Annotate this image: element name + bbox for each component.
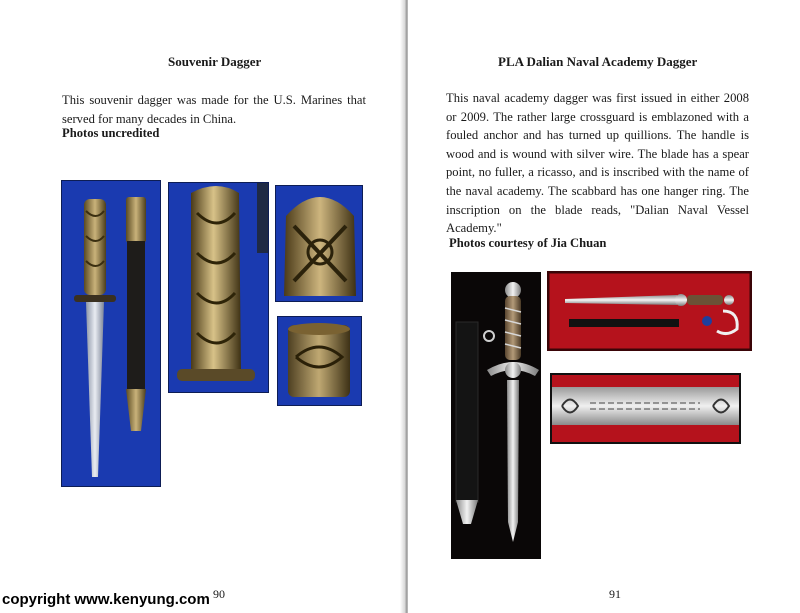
right-page-paragraph: This naval academy dagger was first issued in either 2008 or 2009. The rather large crossguard is emblazoned with a fouled anchor and has turned up quillions. The handle is wood and is wound with silver wire. The blade has a spear point, no fuller, a ricasso, and is inscribed with the name of the naval academy. The scabbard has one hanger ring. The inscription on the blade reads, "Dalian Naval Vessel Academy." — [446, 91, 749, 236]
blade-inscription-photo — [550, 373, 741, 444]
cased-dagger-photo — [547, 271, 752, 351]
left-page-paragraph: This souvenir dagger was made for the U.S. Marines that served for many decades in China. — [62, 93, 366, 126]
copyright-watermark: copyright www.kenyung.com — [2, 591, 210, 608]
naval-dagger-photo — [451, 272, 541, 559]
right-page — [408, 0, 800, 613]
left-page-credit: Photos uncredited — [62, 126, 160, 140]
dagger-photo — [61, 180, 161, 487]
right-page-credit: Photos courtesy of Jia Chuan — [449, 236, 607, 250]
left-page-title: Souvenir Dagger — [168, 54, 262, 69]
right-page-number: 91 — [609, 587, 621, 601]
pommel-closeup-photo — [275, 185, 363, 302]
right-page-title: PLA Dalian Naval Academy Dagger — [498, 54, 698, 69]
chape-closeup-photo — [277, 316, 362, 406]
left-page-number: 90 — [213, 587, 225, 601]
handle-closeup-photo — [168, 182, 269, 393]
